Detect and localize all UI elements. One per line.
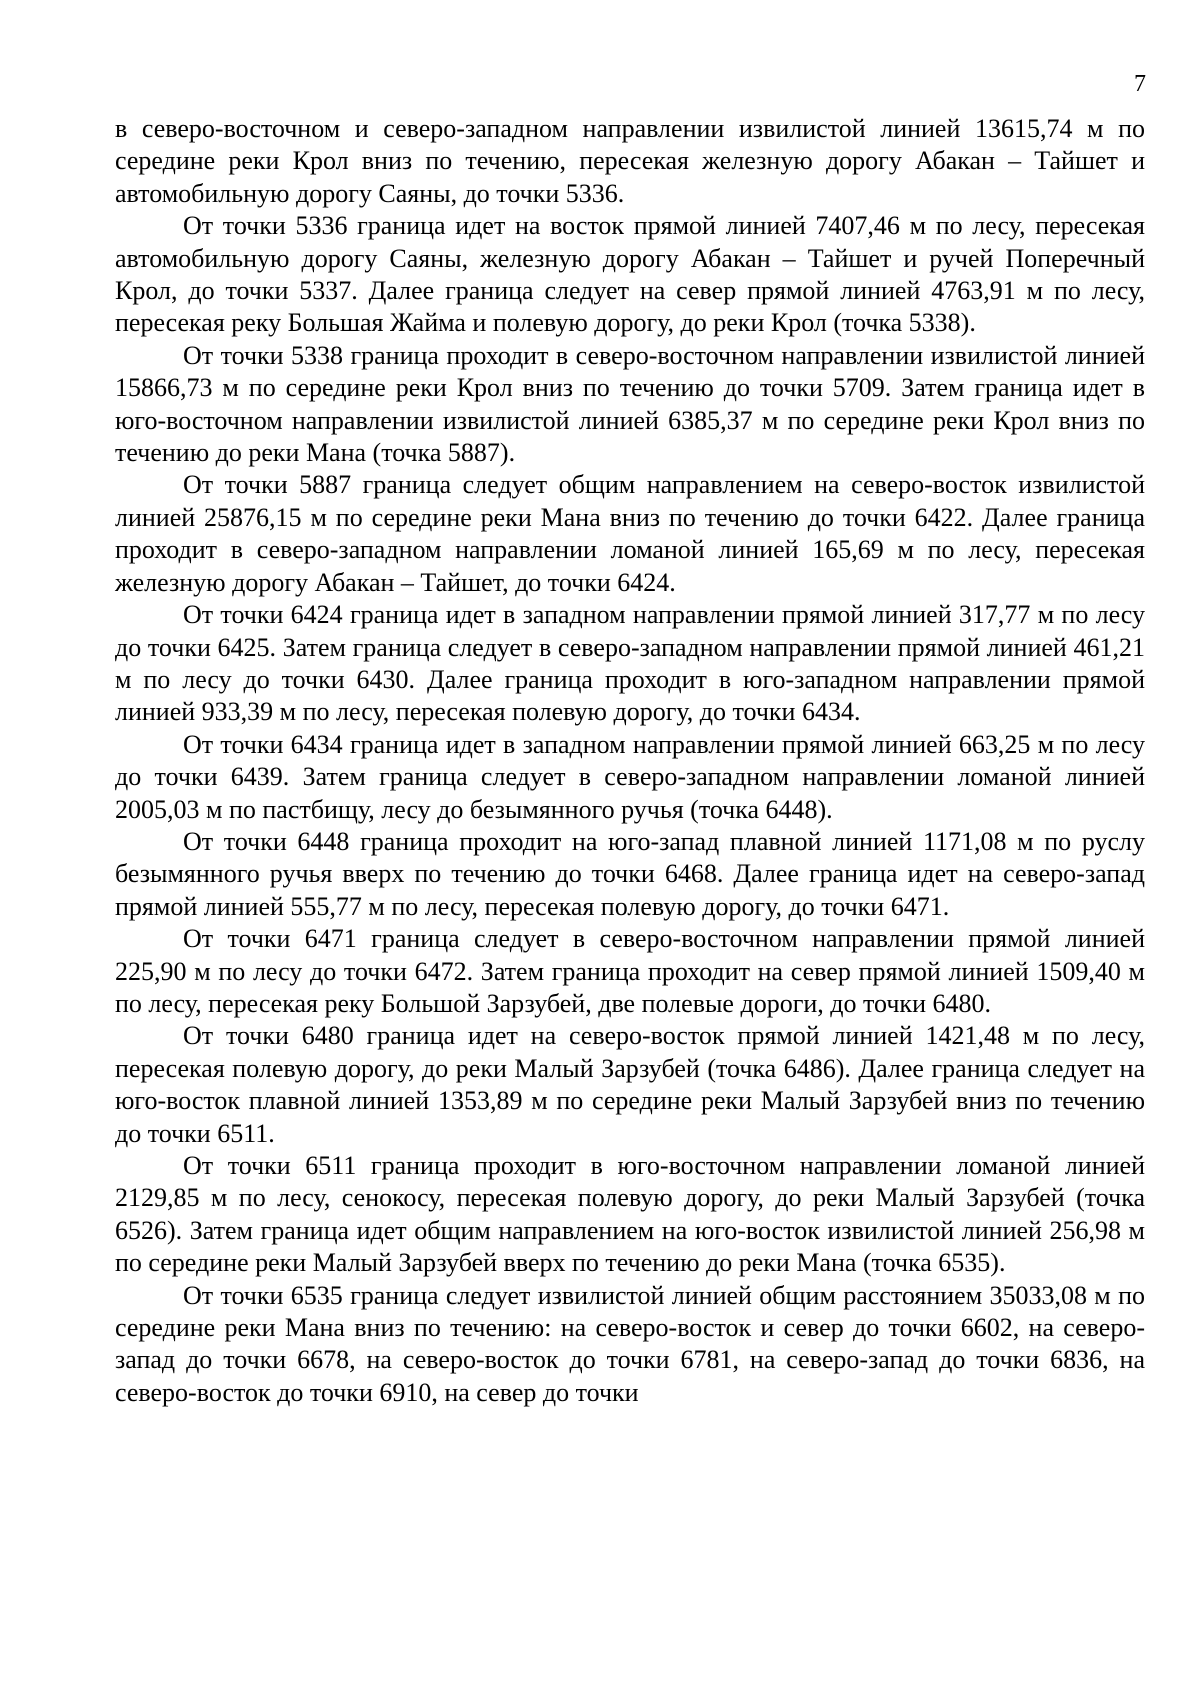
paragraph: От точки 5338 граница проходит в северо-восточном направлении извилистой линией 15866,73 м по середине реки Крол вниз по течению до точки 5709. Затем граница идет в юго-восточном направлении извилистой линией 6385,37 м по середине реки Крол вниз по течению до реки Мана (точка 5887). [115, 340, 1145, 468]
paragraph: От точки 6471 граница следует в северо-восточном направлении прямой линией 225,90 м по лесу до точки 6472. Затем граница проходит на север прямой линией 1509,40 м по лесу, пересекая реку Большой Зарзубей, две полевые дороги, до точки 6480. [115, 924, 1145, 1018]
page-number: 7 [1134, 71, 1146, 97]
paragraph: От точки 6511 граница проходит в юго-восточном направлении ломаной линией 2129,85 м по лесу, сенокосу, пересекая полевую дорогу, до реки Малый Зарзубей (точка 6526). Затем граница идет общим направлением на юго-восток извилистой линией 256,98 м по середине реки Малый Зарзубей вверх по течению до реки Мана (точка 6535). [115, 1151, 1145, 1278]
paragraph: От точки 6480 граница идет на северо-восток прямой линией 1421,48 м по лесу, пересекая полевую дорогу, до реки Малый Зарзубей (точка 6486). Далее граница следует на юго-восток плавной линией 1353,89 м по середине реки Малый Зарзубей вниз по течению до точки 6511. [115, 1021, 1145, 1148]
paragraph: От точки 6424 граница идет в западном направлении прямой линией 317,77 м по лесу до точки 6425. Затем граница следует в северо-западном направлении прямой линией 461,21 м по лесу до точки 6430. Далее граница проходит в юго-западном направлении прямой линией 933,39 м по лесу, пересекая полевую дорогу, до точки 6434. [115, 600, 1145, 727]
paragraph: От точки 5336 граница идет на восток прямой линией 7407,46 м по лесу, пересекая автомобильную дорогу Саяны, железную дорогу Абакан – Тайшет и ручей Поперечный Крол, до точки 5337. Далее граница следует на север прямой линией 4763,91 м по лесу, пересекая реку Большая Жайма и полевую дорогу, до реки Крол (точка 5338). [115, 211, 1145, 338]
paragraph: От точки 5887 граница следует общим направлением на северо-восток извилистой линией 25876,15 м по середине реки Мана вниз по течению до точки 6422. Далее граница проходит в северо-западном направлении ломаной линией 165,69 м по лесу, пересекая железную дорогу Абакан – Тайшет, до точки 6424. [115, 470, 1145, 597]
paragraph: От точки 6535 граница следует извилистой линией общим расстоянием 35033,08 м по середине реки Мана вниз по течению: на северо-восток и север до точки 6602, на северо-запад до точки 6678, на северо-восток до точки 6781, на северо-запад до точки 6836, на северо-восток до точки 6910, на север до точки [115, 1280, 1145, 1407]
paragraph-continuation: в северо-восточном и северо-западном направлении извилистой линией 13615,74 м по середине реки Крол вниз по течению, пересекая железную дорогу Абакан – Тайшет и автомобильную дорогу Саяны, до точки 5336. [115, 114, 1145, 208]
paragraph: От точки 6434 граница идет в западном направлении прямой линией 663,25 м по лесу до точки 6439. Затем граница следует в северо-западном направлении ломаной линией 2005,03 м по пастбищу, лесу до безымянного ручья (точка 6448). [115, 729, 1145, 824]
document-body [115, 113, 1145, 1409]
paragraph: От точки 6448 граница проходит на юго-запад плавной линией 1171,08 м по руслу безымянного ручья вверх по течению до точки 6468. Далее граница идет на северо-запад прямой линией 555,77 м по лесу, пересекая полевую дорогу, до точки 6471. [115, 826, 1145, 921]
